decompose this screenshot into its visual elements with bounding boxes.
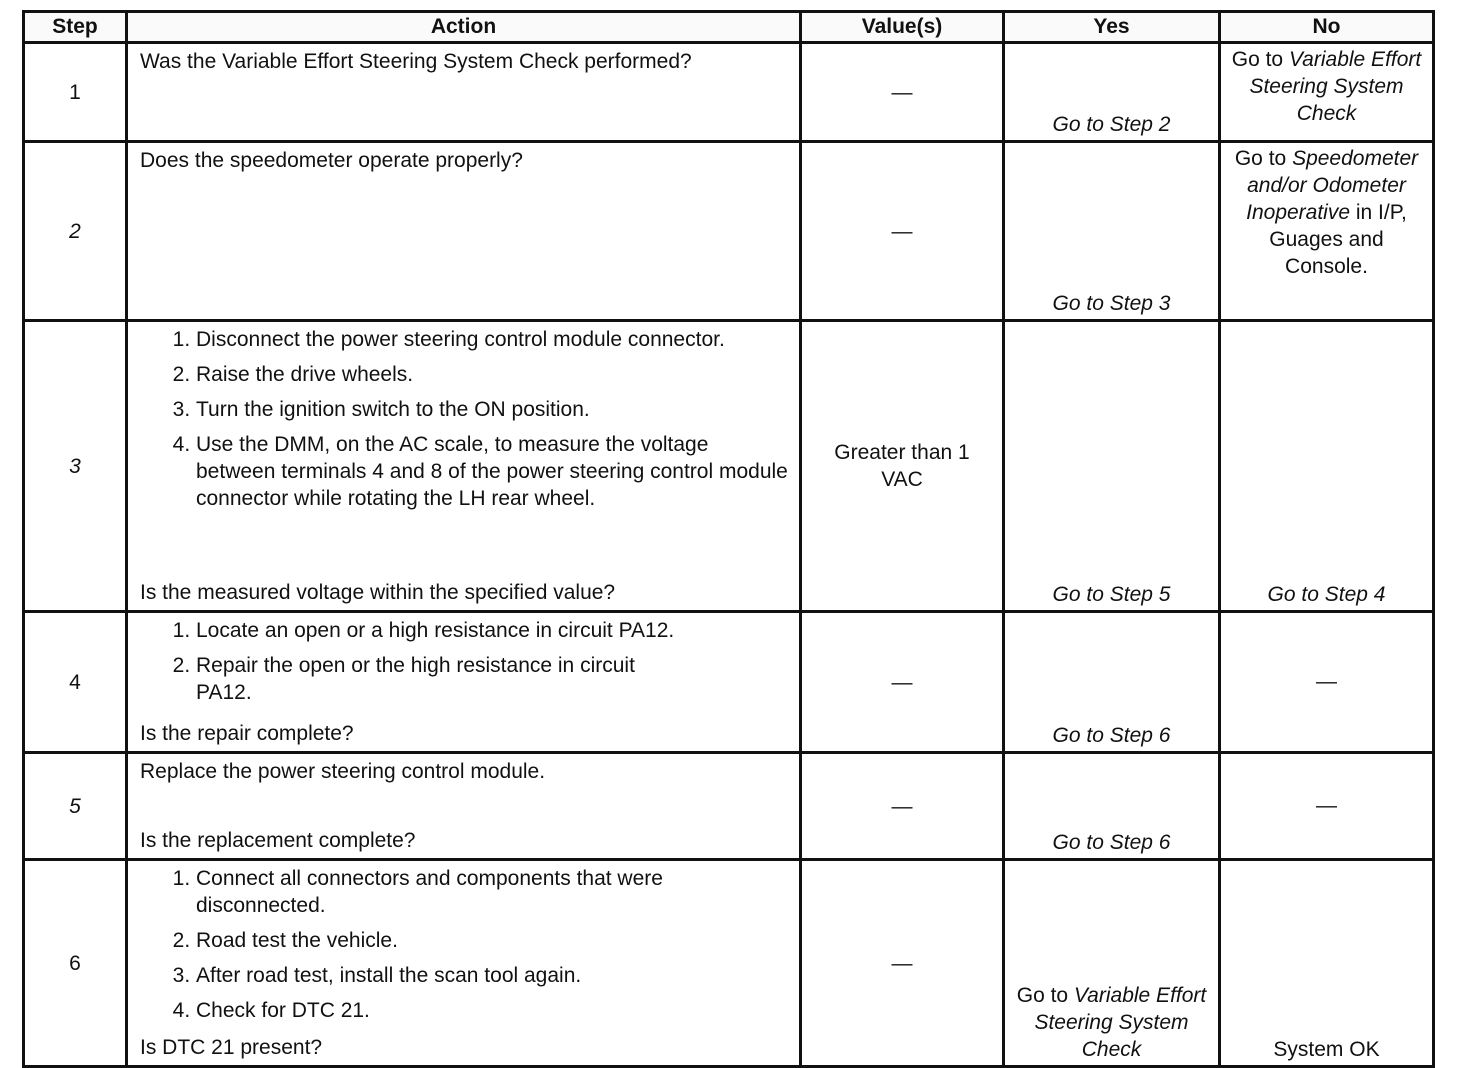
table-row (24, 612, 1434, 753)
step-number: 4 (24, 612, 127, 753)
yes-cell (1004, 142, 1220, 321)
no-prefix: Go to (1234, 147, 1287, 170)
step-number: 3 (24, 321, 127, 612)
value-text: Greater than 1 VAC (834, 441, 970, 491)
no-cell (1220, 321, 1434, 612)
yes-cell (1004, 860, 1220, 1067)
procedure-item: 3. After road test, install the scan tool again. (196, 962, 789, 989)
yes-cell (1004, 43, 1220, 142)
yes-prefix: Go to (1016, 984, 1069, 1007)
no-reference: Go to Step 4 (1267, 583, 1386, 606)
procedure-item: 1. Locate an open or a high resistance in circuit PA12. (196, 617, 789, 644)
question-text: Is DTC 21 present? (140, 1036, 323, 1059)
procedure-item: 1. Connect all connectors and components that were disconnected. (196, 865, 789, 919)
procedure-item: 3. Turn the ignition switch to the ON position. (196, 396, 789, 423)
action-cell (127, 43, 801, 142)
table-row (24, 860, 1434, 1067)
no-cell: — (1220, 753, 1434, 860)
procedure-item: 4. Use the DMM, on the AC scale, to measure the voltage between terminals 4 and 8 of the power steering control module connector while rotating the LH rear wheel. (196, 431, 789, 512)
no-cell: — (1220, 612, 1434, 753)
procedure-item: 1. Disconnect the power steering control module connector. (196, 326, 789, 353)
yes-reference: Go to Step 5 (1052, 583, 1171, 606)
no-suffix: in I/P, Guages and Console. (1269, 201, 1407, 278)
action-cell (127, 612, 801, 753)
no-cell (1220, 43, 1434, 142)
procedure-list (140, 326, 789, 516)
table-row (24, 321, 1434, 612)
step-number: 5 (24, 753, 127, 860)
no-reference: Speedometer and/or Odometer Inoperative (1246, 147, 1419, 224)
question-text: Was the Variable Effort Steering System Check performed? (140, 50, 692, 73)
header-row (24, 12, 1434, 43)
question-text: Does the speedometer operate properly? (140, 149, 523, 172)
action-cell (127, 142, 801, 321)
step-number: 6 (24, 860, 127, 1067)
header-action: Action (127, 12, 801, 43)
header-no: No (1220, 12, 1434, 43)
yes-reference: Go to Step 2 (1052, 113, 1171, 136)
question-text: Is the repair complete? (140, 722, 354, 745)
procedure-list (140, 865, 789, 1028)
header-yes: Yes (1004, 12, 1220, 43)
yes-cell (1004, 753, 1220, 860)
value-cell: — (801, 43, 1004, 142)
value-cell (801, 321, 1004, 612)
procedure-item: 4. Check for DTC 21. (196, 997, 789, 1024)
yes-cell (1004, 321, 1220, 612)
yes-reference: Variable Effort Steering System Check (1034, 984, 1207, 1061)
table-row (24, 753, 1434, 860)
action-cell (127, 860, 801, 1067)
yes-reference: Go to Step 3 (1052, 292, 1171, 315)
header-step: Step (24, 12, 127, 43)
yes-reference: Go to Step 6 (1052, 724, 1171, 747)
question-text: Is the replacement complete? (140, 829, 416, 852)
diagnostic-table (22, 10, 1435, 1068)
procedure-item: 2. Raise the drive wheels. (196, 361, 789, 388)
value-cell: — (801, 612, 1004, 753)
lead-text: Replace the power steering control module. (140, 760, 546, 783)
procedure-item: 2. Road test the vehicle. (196, 927, 789, 954)
yes-reference: Go to Step 6 (1052, 831, 1171, 854)
question-text: Is the measured voltage within the specified value? (140, 581, 616, 604)
procedure-list (140, 617, 789, 710)
value-cell: — (801, 753, 1004, 860)
action-cell (127, 321, 801, 612)
procedure-item: 2. Repair the open or the high resistance in circuit PA12. (196, 652, 666, 706)
table-row (24, 142, 1434, 321)
step-number: 1 (24, 43, 127, 142)
step-number: 2 (24, 142, 127, 321)
header-values: Value(s) (801, 12, 1004, 43)
no-prefix: Go to (1231, 48, 1284, 71)
no-reference: Variable Effort Steering System Check (1249, 48, 1422, 125)
yes-cell (1004, 612, 1220, 753)
value-cell: — (801, 860, 1004, 1067)
no-cell (1220, 142, 1434, 321)
no-cell: System OK (1220, 860, 1434, 1067)
value-cell: — (801, 142, 1004, 321)
table-row (24, 43, 1434, 142)
action-cell (127, 753, 801, 860)
